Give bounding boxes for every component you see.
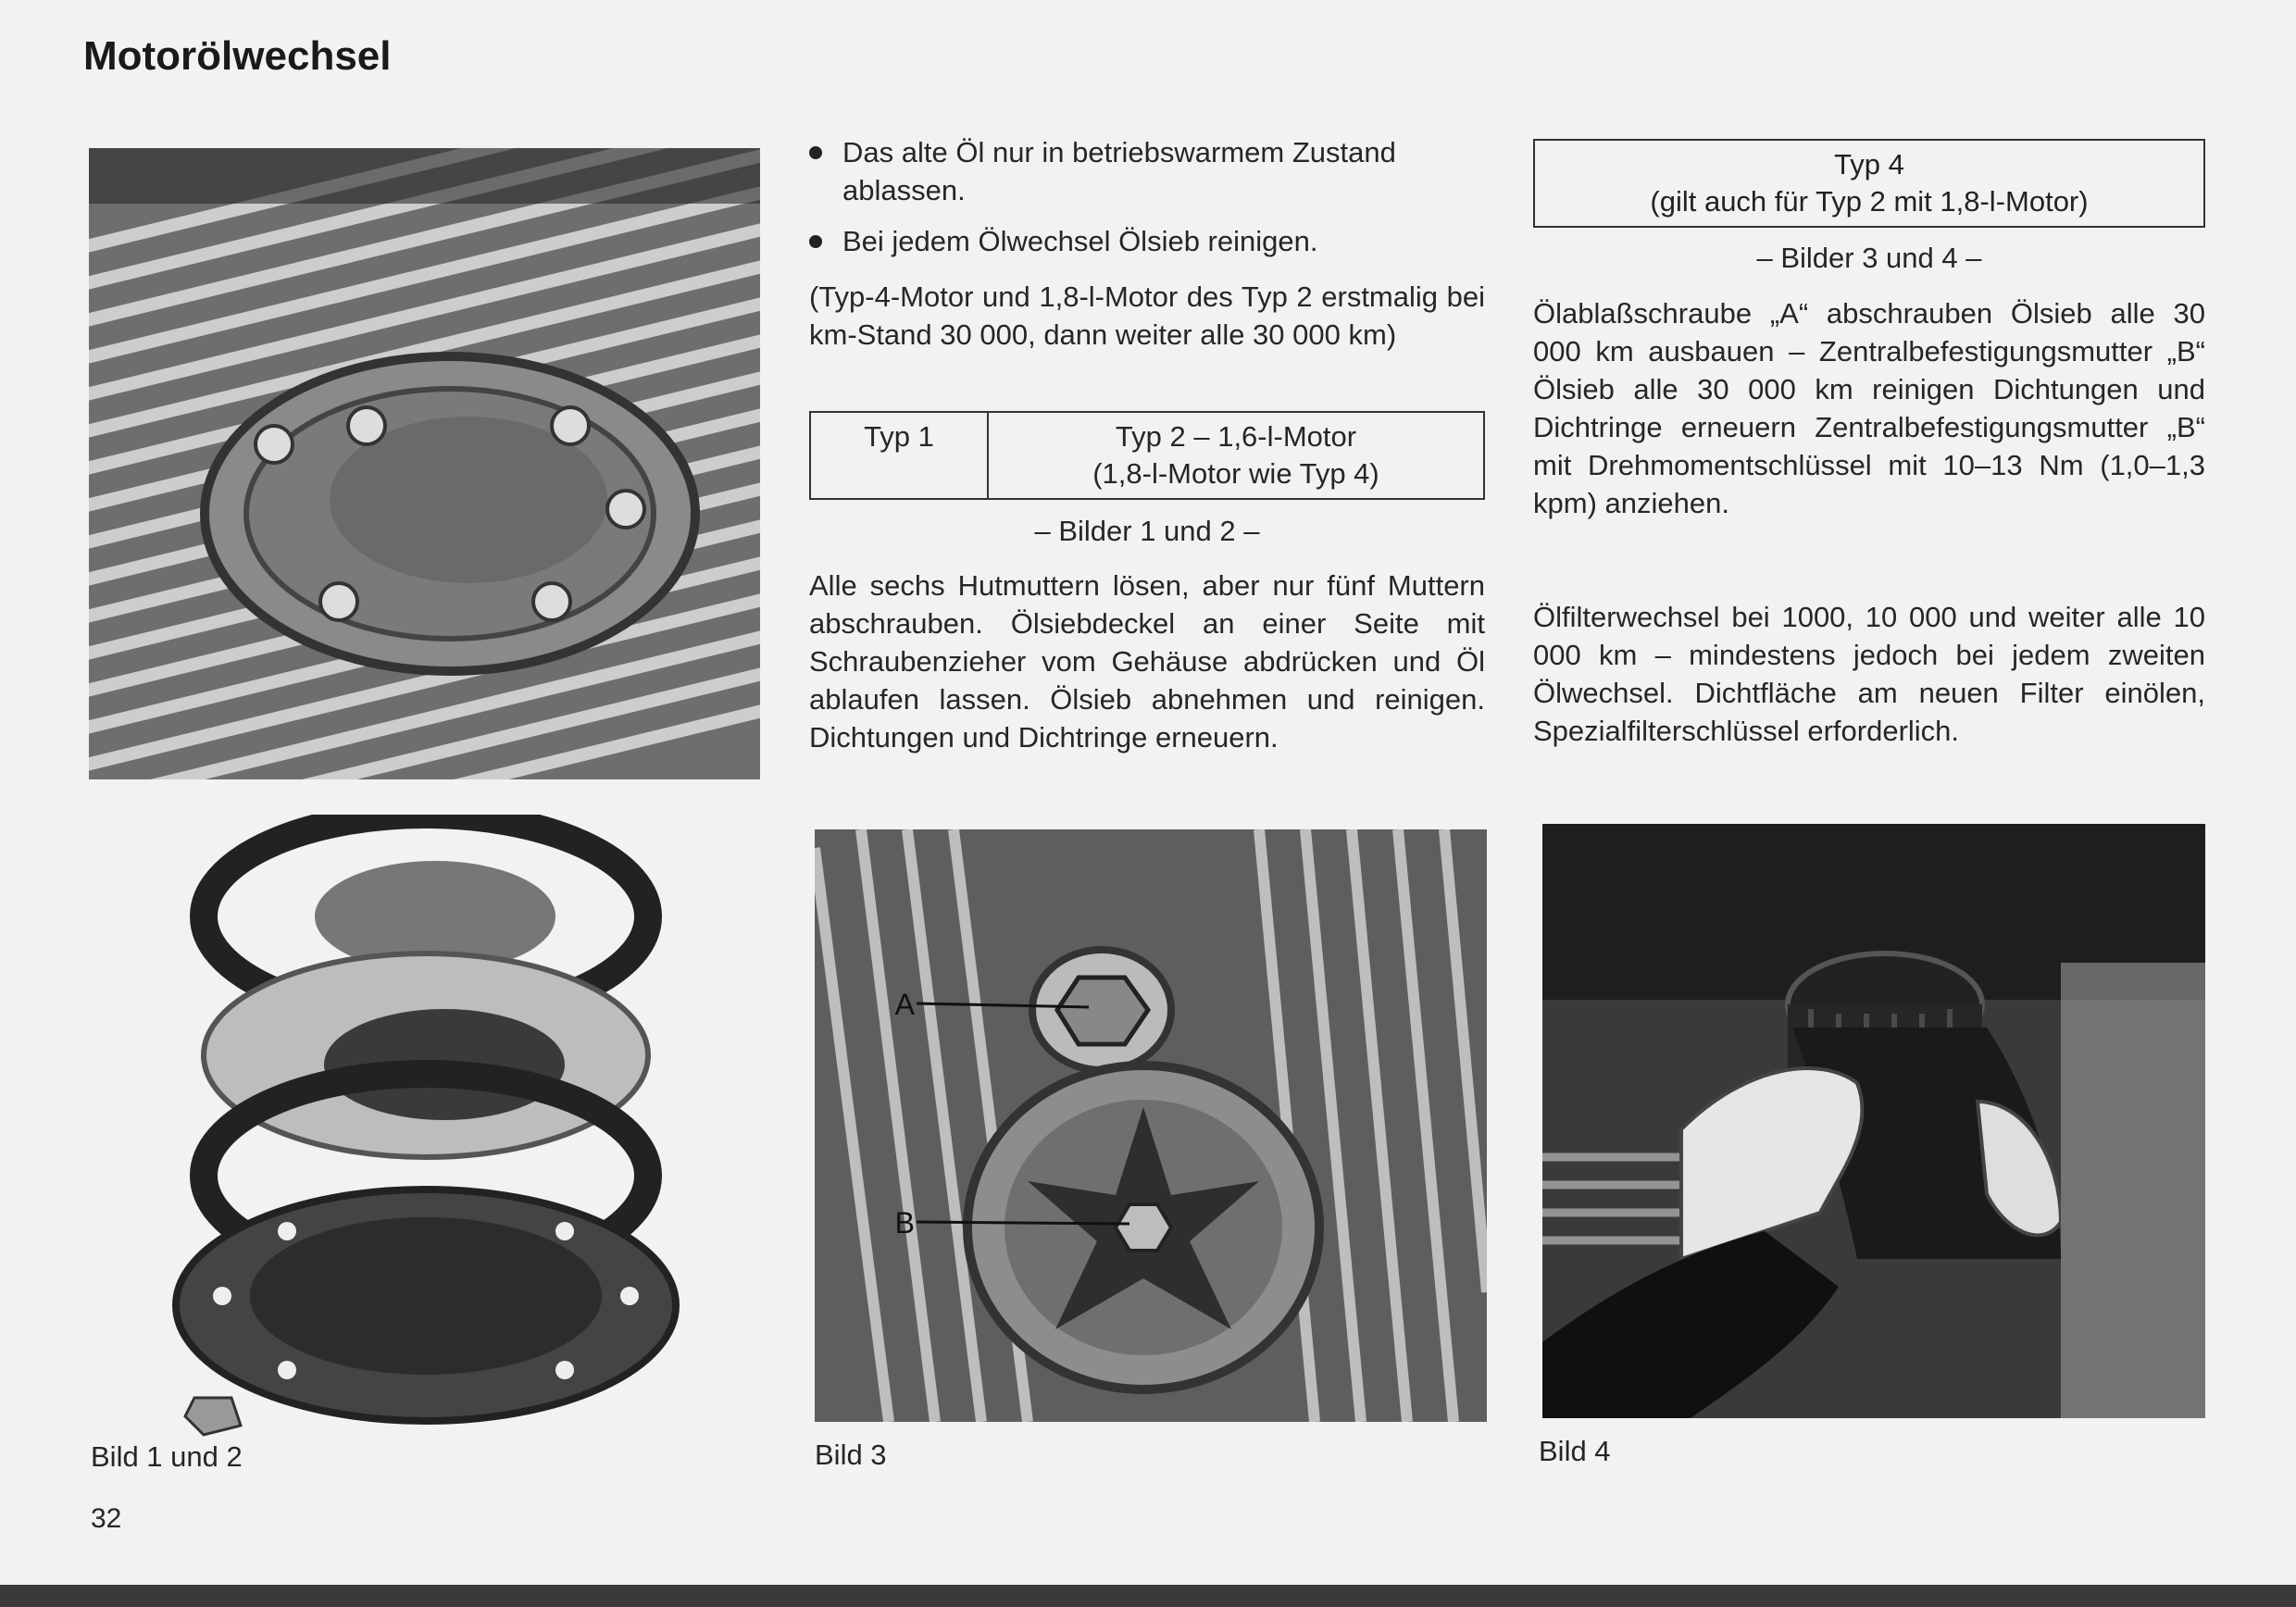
photo-bild-3: [815, 829, 1487, 1422]
drain-plug-illustration: [815, 829, 1487, 1422]
bullet-text: Bei jedem Ölwechsel Ölsieb reinigen.: [842, 225, 1318, 257]
label-b: B: [894, 1206, 915, 1240]
oil-strainer-exploded-illustration: [148, 815, 704, 1444]
page-title: Motorölwechsel: [83, 33, 392, 79]
photo-oil-strainer-parts: [148, 815, 704, 1444]
typ4-box-line2: (gilt auch für Typ 2 mit 1,8-l-Motor): [1650, 185, 2089, 218]
typ4-box: [1533, 139, 2205, 228]
filter-instructions: Ölfilterwechsel bei 1000, 10 000 und weiter alle 10 000 km – mindestens jedoch bei jedem zweiten Ölwechsel. Dichtfläche am neuen Filter einölen, Spezialfilterschlüssel erforderlich.: [1533, 601, 2205, 747]
typ-table-col2-line1: Typ 2 – 1,6-l-Motor: [1115, 420, 1357, 453]
bullet-list: [809, 133, 1485, 260]
page-number: 32: [91, 1503, 122, 1534]
subheading-bilder-1-2: – Bilder 1 und 2 –: [1034, 515, 1260, 547]
interval-note: (Typ-4-Motor und 1,8-l-Motor des Typ 2 erstmalig bei km-Stand 30 000, dann weiter alle 30 000 km): [809, 280, 1485, 351]
page-bottom-edge: [0, 1585, 2296, 1607]
label-a: A: [894, 988, 915, 1021]
engine-underside-illustration: [89, 148, 760, 779]
oil-filter-change-illustration: [1542, 824, 2205, 1418]
caption-bild-1-und-2: Bild 1 und 2: [91, 1440, 243, 1473]
bullet-text: Das alte Öl nur in betriebswarmem Zustand ablassen.: [842, 136, 1396, 206]
typ-table-col2-line2: (1,8-l-Motor wie Typ 4): [1092, 457, 1379, 490]
typ-table-col1: Typ 1: [810, 412, 988, 499]
caption-bild-3: Bild 3: [815, 1439, 887, 1471]
photo-bild-4: [1542, 824, 2205, 1418]
instructions-paragraph: Alle sechs Hutmuttern lösen, aber nur fünf Muttern abschrauben. Ölsiebdeckel an einer Seite mit Schraubenzieher vom Gehäuse abdrücken und Öl ablaufen lassen. Ölsieb abnehmen und reinigen. Dichtungen und Dichtringe erneuern.: [809, 569, 1485, 754]
bullet-item: [809, 133, 1485, 209]
typ-table: [809, 411, 1485, 500]
photo-engine-underside: [89, 148, 760, 779]
typ4-box-line1: Typ 4: [1834, 148, 1904, 181]
caption-bild-4: Bild 4: [1539, 1435, 1611, 1467]
subheading-bilder-3-4: – Bilder 3 und 4 –: [1756, 242, 1982, 274]
drain-instructions: Ölablaßschraube „A“ abschrauben Ölsieb alle 30 000 km ausbauen – Zentralbefestigungsmutter „B“ Ölsieb alle 30 000 km reinigen Dichtungen und Dichtringe erneuern Zentralbefestigungsmutter „B“ mit Drehmomentschlüssel mit 10–13 Nm (1,0–1,3 kpm) anziehen.: [1533, 297, 2205, 519]
typ-table-col2: [988, 412, 1484, 499]
bullet-dot-icon: [809, 146, 822, 159]
bullet-item: [809, 222, 1485, 260]
bullet-dot-icon: [809, 235, 822, 248]
